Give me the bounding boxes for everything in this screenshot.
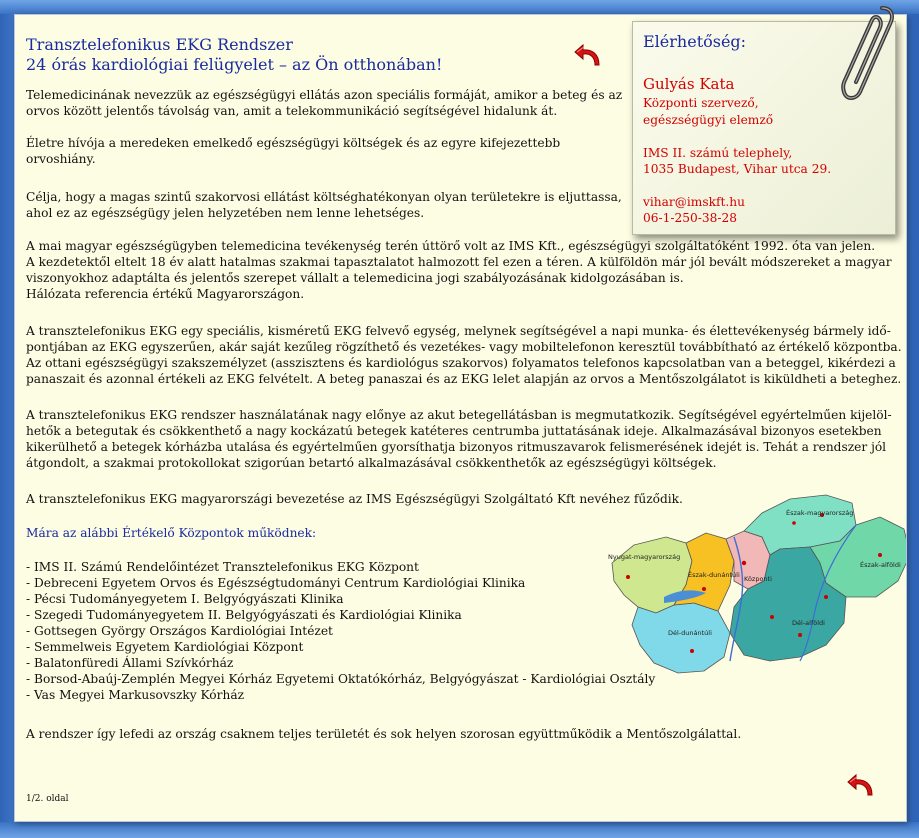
list-item: - IMS II. Számú Rendelőintézet Transztelefonikus EKG Központ xyxy=(26,560,419,574)
list-item: - Pécsi Tudományegyetem I. Belgyógyászati Klinika xyxy=(26,592,344,606)
text-line: orvoshiány. xyxy=(26,152,96,166)
centers-list xyxy=(26,559,655,703)
city-dot xyxy=(798,633,802,637)
text-line: panaszait és azonnal értékeli az EKG felvételt. A beteg panaszai és az EKG lelet alapján az orvos a Mentőszolgálatot is kiküldheti a beteghez. xyxy=(26,372,902,386)
text-line: pontjában az EKG egyszerűen, akár saját kezűleg rögzíthető és vezetékes- vagy mobiltelefonon keresztül továbbítható az értékelő központba. xyxy=(26,340,902,354)
intro-paragraph-1 xyxy=(26,87,622,119)
map-label-south-east: Dél-alföldi xyxy=(792,619,825,627)
contact-email[interactable]: vihar@imskft.hu xyxy=(643,195,745,209)
text-line: ahol ez az egészségügy jelen helyzetében nem lenne lehetséges. xyxy=(26,206,425,220)
city-dot xyxy=(824,595,828,599)
contact-role: egészségügyi elemző xyxy=(643,113,774,127)
text-line: Életre hívója a meredeken emelkedő egészségügyi költségek és az egyre kifejezettebb xyxy=(26,136,561,150)
text-line: Mára az alábbi Értékelő Központok működnek: xyxy=(26,526,317,540)
page-number: 1/2. oldal xyxy=(26,794,69,804)
text-line: A kezdetektől eltelt 18 év alatt hatalmas szakmai tapasztalatot halmozott fel ezen a téren. A külföldön már jól bevált módszereket a magyar xyxy=(26,255,892,269)
list-item: - Semmelweis Egyetem Kardiológiai Központ xyxy=(26,640,304,654)
device-paragraph xyxy=(26,323,902,387)
list-item: - Debreceni Egyetem Orvos és Egészségtudományi Centrum Kardiológiai Klinika xyxy=(26,576,526,590)
document-page xyxy=(14,14,907,822)
text-line: A transztelefonikus EKG magyarországi bevezetése az IMS Egészségügyi Szolgáltató Kft nevéhez fűződik. xyxy=(26,492,683,506)
text-line: A rendszer így lefedi az ország csaknem teljes területét és sok helyen szorosan együttműködik a Mentőszolgálattal. xyxy=(26,727,742,741)
contact-site: IMS II. számú telephely, xyxy=(643,146,793,160)
intro-paragraph-3 xyxy=(26,189,622,221)
map-label-north-east: Észak-alföldi xyxy=(860,561,901,569)
page-title xyxy=(26,35,442,75)
text-line: hetők a betegutak és csökkenthető a nagy kockázatú betegek katéteres centrumba juttatásának ideje. Alkalmazásával bizonyos esetekben xyxy=(26,424,882,438)
city-dot xyxy=(690,649,694,653)
map-label-north: Észak-magyarország xyxy=(786,509,854,517)
text-line: kikerülhető a betegek kórházba utalása és egyértelműen gyorsíthatja bizonyos ritmuszavarok felismerésének idejét is. Tehát a rendszer jól xyxy=(26,440,887,454)
back-arrow-icon[interactable] xyxy=(572,39,606,73)
contact-role: Központi szervező, xyxy=(643,96,759,110)
text-line: Célja, hogy a magas szintű szakorvosi ellátást költséghatékonyan olyan területekre is eljuttassa, xyxy=(26,190,622,204)
list-item: - Borsod-Abaúj-Zemplén Megyei Kórház Egyetemi Oktatókórház, Belgyógyászat - Kardiológiai Osztály xyxy=(26,672,656,686)
window-frame-top xyxy=(0,0,919,14)
hungary-region-map xyxy=(594,485,907,685)
city-dot xyxy=(792,521,796,525)
intro-paragraph-2 xyxy=(26,135,560,167)
introduction-paragraph xyxy=(26,491,683,507)
contact-name: Gulyás Kata xyxy=(643,75,735,93)
paperclip-icon xyxy=(838,2,898,106)
closing-paragraph xyxy=(26,726,741,742)
text-line: átgondolt, a szakmai protokollokat szigorúan betartó alkalmazásával csökkenthetők az egészségügyi költségek. xyxy=(26,456,717,470)
map-label-central: Központi xyxy=(744,575,772,583)
list-item: - Vas Megyei Markusovszky Kórház xyxy=(26,688,245,702)
history-paragraph xyxy=(26,238,892,302)
list-item: - Balatonfüredi Állami Szívkórház xyxy=(26,656,234,670)
contact-phone: 06-1-250-38-28 xyxy=(643,211,738,225)
title-line-1: Transztelefonikus EKG Rendszer xyxy=(26,35,293,54)
text-line: Telemedicinának nevezzük az egészségügyi ellátás azon speciális formáját, amikor a beteg és az xyxy=(26,88,623,102)
text-line: viszonyokhoz adaptálta és jelentős szerepet vállalt a telemedicina jogi szabályozásának kidolgozásában is. xyxy=(26,271,684,285)
map-label-south-west: Dél-dunántúli xyxy=(668,629,712,637)
map-region-south-west xyxy=(632,603,730,673)
window-frame-bottom xyxy=(0,822,919,838)
contact-address: 1035 Budapest, Vihar utca 29. xyxy=(643,162,832,176)
text-line: A transztelefonikus EKG egy speciális, kisméretű EKG felvevő egység, melynek segítségével a napi munka- és élettevékenység bármely idő- xyxy=(26,324,891,338)
city-dot xyxy=(878,553,882,557)
map-label-central-transdanubia: Észak-dunántúli xyxy=(688,571,740,579)
title-line-2: 24 órás kardiológiai felügyelet – az Ön otthonában! xyxy=(26,55,443,74)
contact-heading: Elérhetőség: xyxy=(643,32,747,51)
text-line: Hálózata referencia értékű Magyarországon. xyxy=(26,287,305,301)
text-line: A transztelefonikus EKG rendszer használatának nagy előnye az akut betegellátásban is megmutatkozik. Segítségével egyértelműen kijelöl- xyxy=(26,408,892,422)
city-dot xyxy=(702,587,706,591)
map-label-west: Nyugat-magyarország xyxy=(608,553,681,561)
text-line: Az ottani egészségügyi szakszemélyzet (asszisztens és kardiológus szakorvos) folyamatos telefonos kapcsolatban van a beteggel, kikérdezi a xyxy=(26,356,896,370)
city-dot xyxy=(742,561,746,565)
benefits-paragraph xyxy=(26,407,892,471)
centers-heading xyxy=(26,525,316,541)
city-dot xyxy=(770,615,774,619)
text-line: orvos között jelentős távolság van, amit a telekommunikáció segítségével hidalunk át. xyxy=(26,104,558,118)
list-item: - Szegedi Tudományegyetem II. Belgyógyászati és Kardiológiai Klinika xyxy=(26,608,462,622)
city-dot xyxy=(626,575,630,579)
back-arrow-icon[interactable] xyxy=(845,769,879,803)
text-line: A mai magyar egészségügyben telemedicina tevékenység terén úttörő volt az IMS Kft., egészségügyi szolgáltatóként 1992. óta van jelen. xyxy=(26,239,876,253)
list-item: - Gottsegen György Országos Kardiológiai Intézet xyxy=(26,624,333,638)
